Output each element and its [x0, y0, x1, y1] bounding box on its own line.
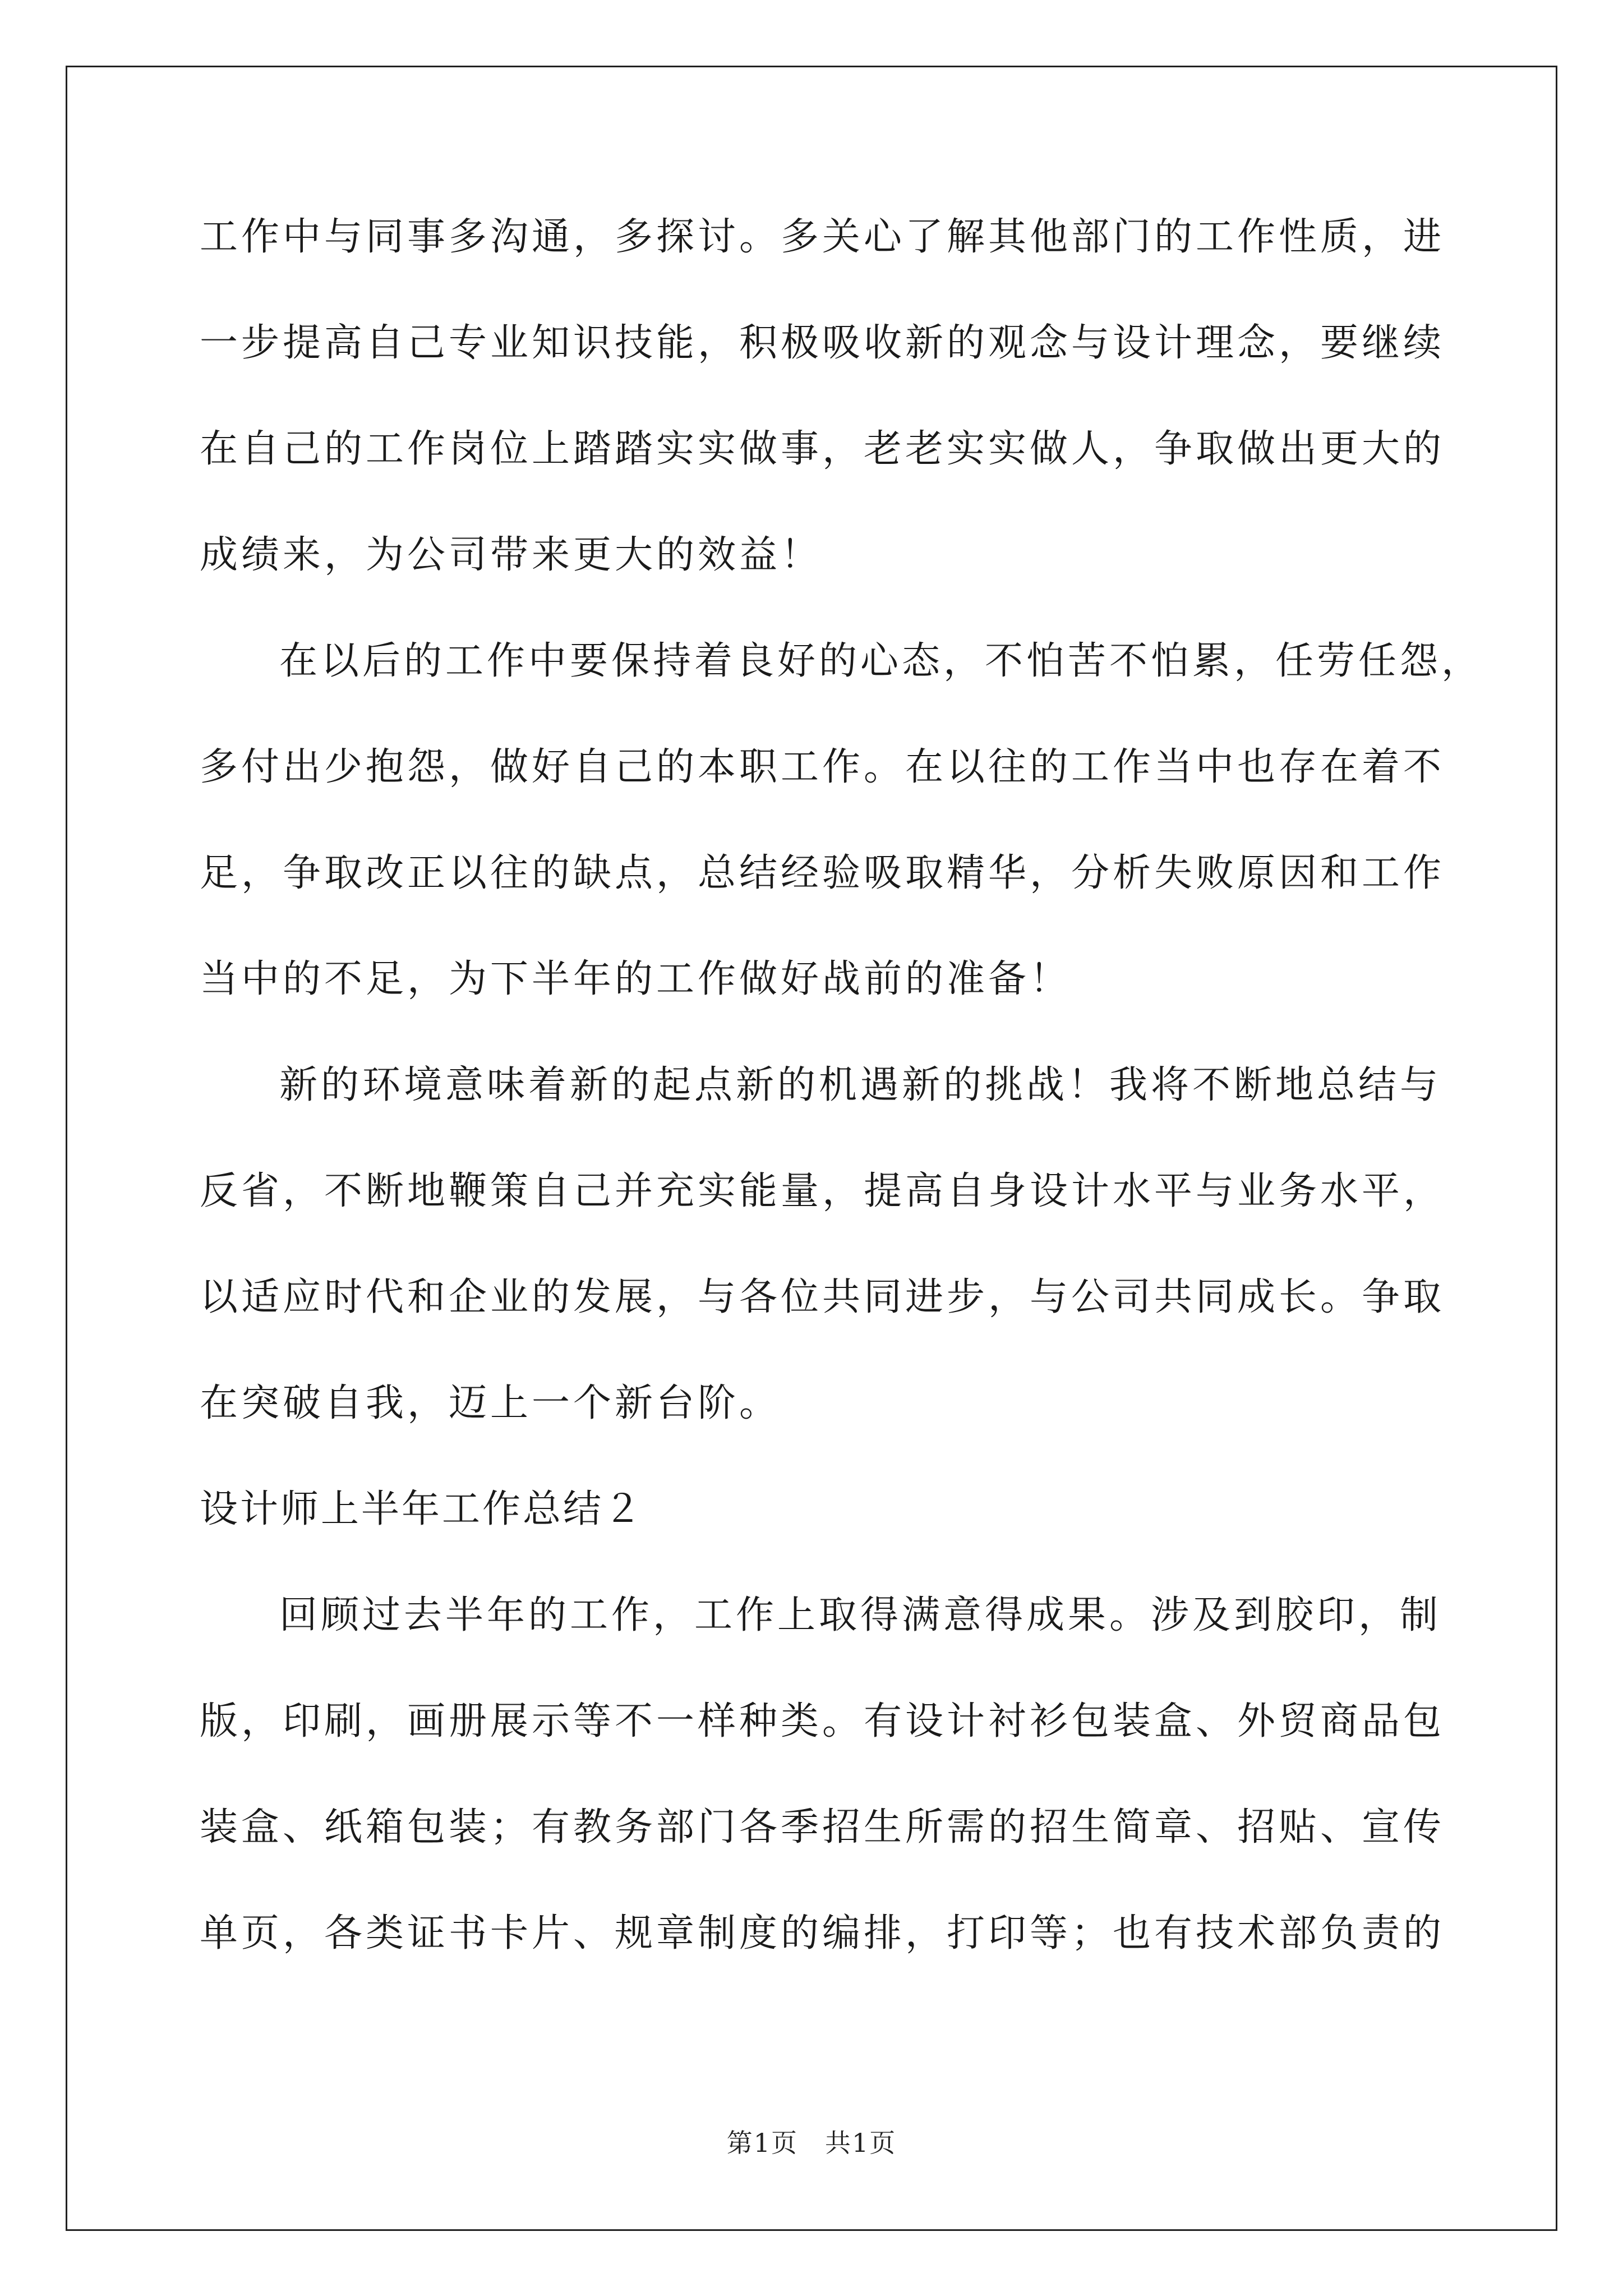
text-line: 在以后的工作中要保持着良好的心态，不怕苦不怕累，任劳任怨， — [279, 639, 1483, 683]
text-line: 在自己的工作岗位上踏踏实实做事，老老实实做人，争取做出更大的 — [200, 427, 1445, 471]
text-line: 成绩来，为公司带来更大的效益！ — [200, 533, 823, 577]
text-line: 回顾过去半年的工作，工作上取得满意得成果。涉及到胶印，制 — [279, 1593, 1442, 1637]
text-line: 多付出少抱怨，做好自己的本职工作。在以往的工作当中也存在着不 — [200, 745, 1445, 789]
text-line: 工作中与同事多沟通，多探讨。多关心了解其他部门的工作性质，进 — [200, 215, 1445, 259]
text-line: 在突破自我，迈上一个新台阶。 — [200, 1381, 781, 1425]
text-line: 足，争取改正以往的缺点，总结经验吸取精华，分析失败原因和工作 — [200, 851, 1445, 895]
page-footer: 第1页 共1页 — [726, 2128, 897, 2158]
text-line: 单页，各类证书卡片、规章制度的编排，打印等；也有技术部负责的 — [200, 1911, 1445, 1955]
text-line: 以适应时代和企业的发展，与各位共同进步，与公司共同成长。争取 — [200, 1275, 1445, 1319]
text-line: 版，印刷，画册展示等不一样种类。有设计衬衫包装盒、外贸商品包 — [200, 1699, 1445, 1743]
text-line: 反省，不断地鞭策自己并充实能量，提高自身设计水平与业务水平， — [200, 1169, 1445, 1213]
text-line: 一步提高自己专业知识技能，积极吸收新的观念与设计理念，要继续 — [200, 321, 1445, 365]
text-line: 新的环境意味着新的起点新的机遇新的挑战！我将不断地总结与 — [279, 1063, 1442, 1107]
section-heading: 设计师上半年工作总结２ — [200, 1487, 644, 1531]
document-body — [200, 210, 1483, 2013]
text-line: 装盒、纸箱包装；有教务部门各季招生所需的招生简章、招贴、宣传 — [200, 1805, 1445, 1849]
text-line: 当中的不足，为下半年的工作做好战前的准备！ — [200, 957, 1072, 1001]
